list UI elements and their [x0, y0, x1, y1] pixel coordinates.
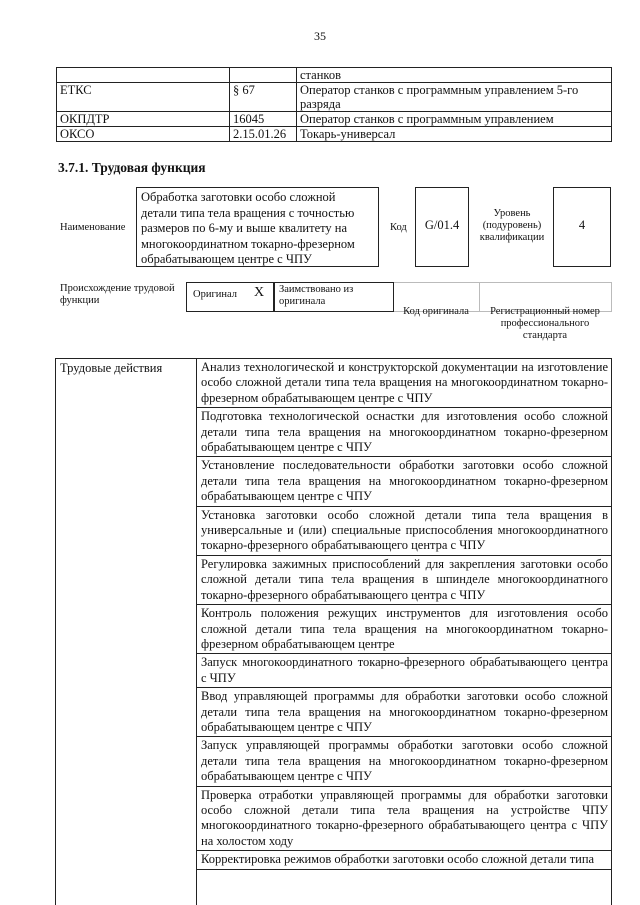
list-item: Контроль положения режущих инструментов для изготовления особо сложной детали типа тела вращения на многокоординатном токарно-фрезерном обрабатывающем центре: [197, 605, 612, 654]
code-original-label: Код оригинала: [403, 306, 469, 317]
table-row: [57, 68, 612, 83]
labor-actions-list: [197, 359, 612, 870]
origin-label: Происхождение трудовой функции: [60, 283, 175, 306]
list-item: Ввод управляющей программы для обработки заготовки особо сложной детали типа тела вращения на многокоординатном токарно-фрезерном обрабатывающем центре с ЧПУ: [197, 688, 612, 737]
list-item: Установка заготовки особо сложной детали типа тела вращения в универсальные и (или) специальные приспособления многокоординатного токарно-фрезерного обрабатывающего центра с ЧПУ: [197, 507, 612, 556]
list-item: Проверка отработки управляющей программы для обработки заготовки особо сложной детали типа тела вращения на устройстве ЧПУ многокоординатного токарно-фрезерного обрабатывающего центра с ЧПУ на холостом ходу: [197, 787, 612, 852]
original-mark: X: [253, 285, 265, 300]
function-code: G/01.4: [415, 187, 469, 267]
labor-actions-table: [55, 358, 612, 905]
list-item: Установление последовательности обработки заготовки особо сложной детали типа тела вращения на многокоординатном токарно-фрезерном обрабатывающем центре с ЧПУ: [197, 457, 612, 506]
table-row: [57, 127, 612, 142]
section-title: 3.7.1. Трудовая функция: [58, 160, 206, 175]
table-cell: станков: [297, 68, 612, 83]
table-cell: Оператор станков с программным управлением: [297, 112, 612, 127]
list-item: Подготовка технологической оснастки для изготовления особо сложной детали типа тела вращения на многокоординатном токарно-фрезерном обрабатывающем центре с ЧПУ: [197, 408, 612, 457]
table-cell: Токарь-универсал: [297, 127, 612, 142]
table-cell: 2.15.01.26: [230, 127, 297, 142]
function-name: Обработка заготовки особо сложной детали типа тела вращения с точностью размеров по 6-му и выше квалитету на многокоординатном токарно-фрезерном обрабатывающем центре с ЧПУ: [136, 187, 379, 267]
table-cell: § 67: [230, 83, 297, 112]
original-label: Оригинал: [186, 282, 274, 312]
list-item: Анализ технологической и конструкторской документации на изготовление особо сложной детали типа тела вращения на многокоординатном токарно-фрезерном обрабатывающем центре с ЧПУ: [197, 359, 612, 408]
list-item: Регулировка зажимных приспособлений для закрепления заготовки особо сложной детали типа тела вращения в шпинделе многокоординатного токарно-фрезерного обрабатывающего центра с ЧПУ: [197, 556, 612, 605]
table-cell: Оператор станков с программным управлением 5-го разряда: [297, 83, 612, 112]
page-number: 35: [314, 29, 326, 43]
qualification-level: 4: [553, 187, 611, 267]
table-cell: [57, 68, 230, 83]
borrowed-label: Заимствовано из оригинала: [274, 282, 394, 312]
table-row: [57, 112, 612, 127]
list-item: Запуск многокоординатного токарно-фрезерного обрабатывающего центра с ЧПУ: [197, 654, 612, 688]
code-label: Код: [390, 222, 407, 233]
name-label: Наименование: [60, 222, 126, 233]
table-cell: ОКСО: [57, 127, 230, 142]
classification-table: [56, 67, 612, 142]
list-item: Корректировка режимов обработки заготовки особо сложной детали типа: [197, 851, 612, 869]
table-row: [57, 83, 612, 112]
table-cell: ОКПДТР: [57, 112, 230, 127]
table-cell: ЕТКС: [57, 83, 230, 112]
labor-actions-heading: Трудовые действия: [60, 361, 163, 375]
list-item: Запуск управляющей программы обработки заготовки особо сложной детали типа тела вращения на многокоординатном токарно-фрезерном обрабатывающем центре с ЧПУ: [197, 737, 612, 786]
table-cell: [230, 68, 297, 83]
reg-number-label: Регистрационный номер профессионального стандарта: [490, 306, 600, 341]
level-label: Уровень (подуровень) квалификации: [479, 208, 545, 243]
table-cell: 16045: [230, 112, 297, 127]
